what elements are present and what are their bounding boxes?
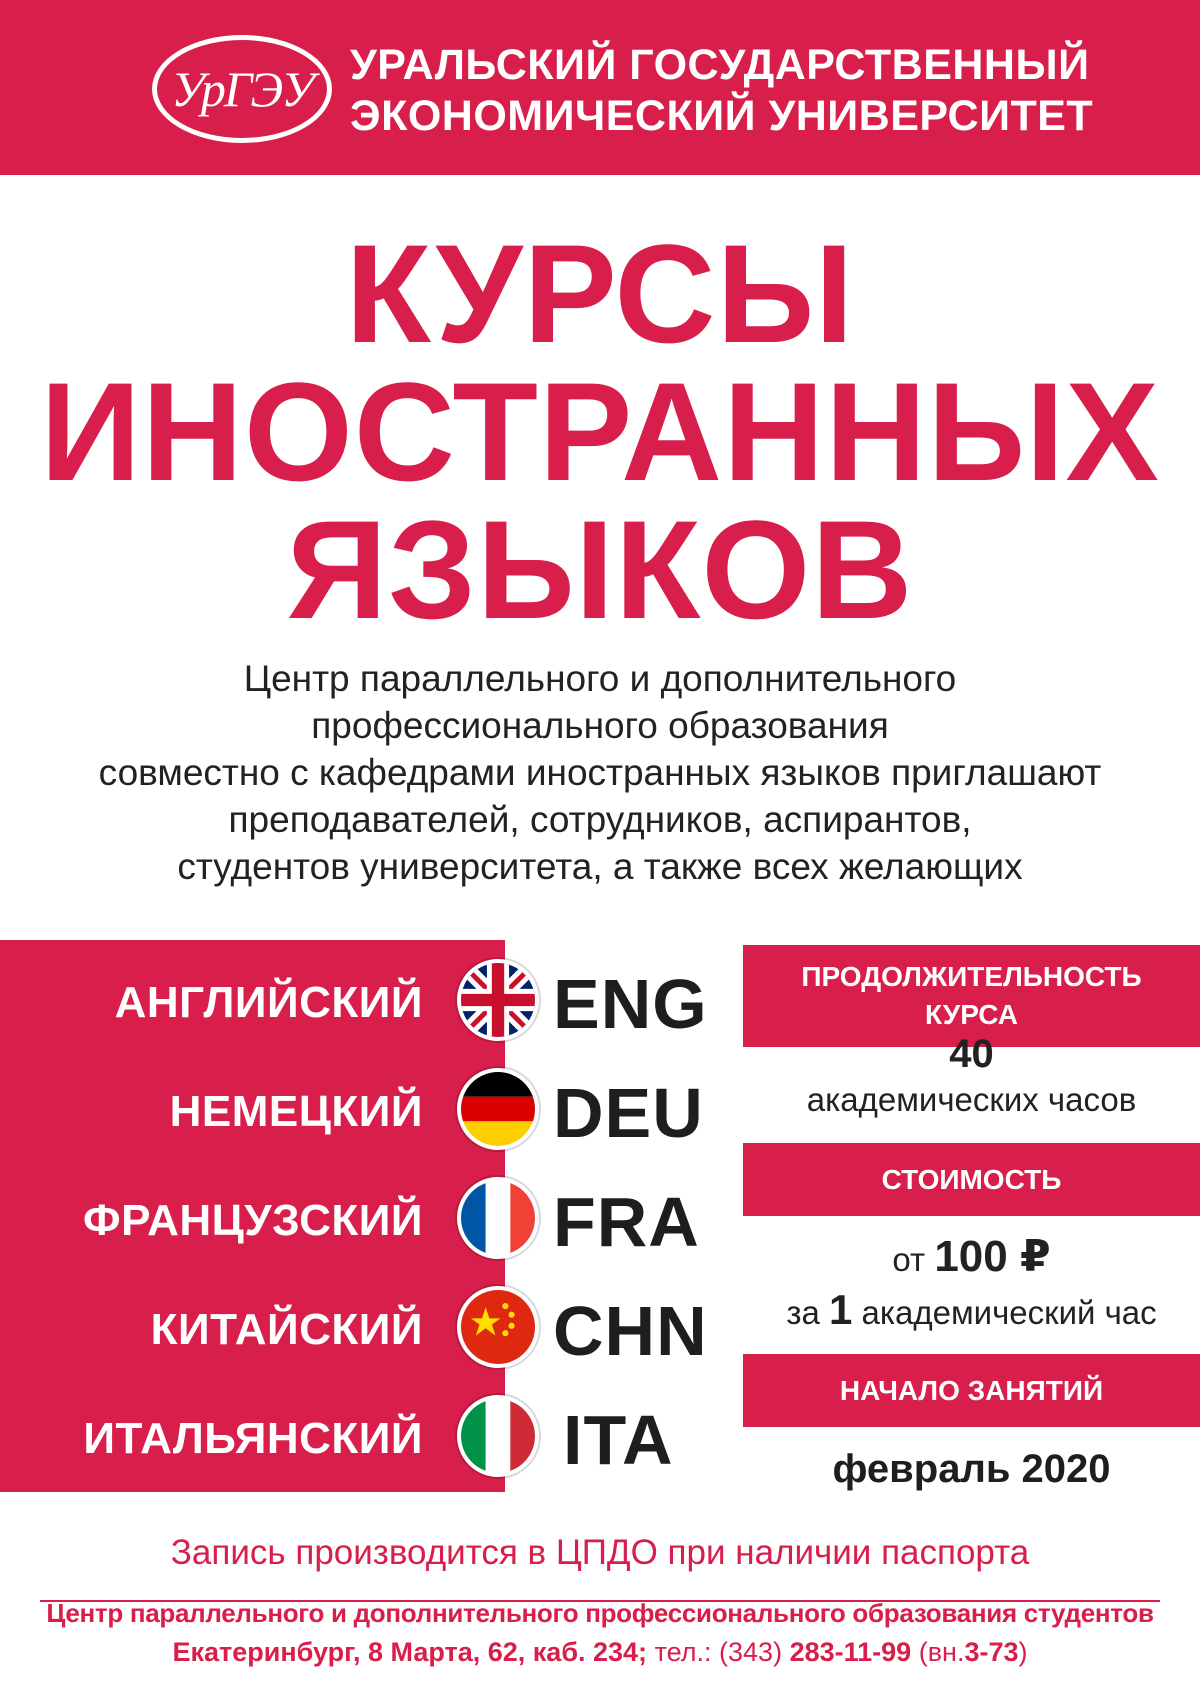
cost-per-unit: академический час (861, 1294, 1157, 1331)
cost-per-prefix: за (786, 1294, 820, 1331)
intro-text (20, 655, 1180, 890)
language-name: ИТАЛЬЯНСКИЙ (83, 1414, 423, 1463)
italy-flag-icon (457, 1395, 539, 1477)
language-code: ITA (563, 1401, 674, 1479)
center-name: Центр параллельного и дополнительного профессионального образования студентов (46, 1598, 1154, 1628)
ext-number: 3-73 (964, 1637, 1019, 1667)
start-label: НАЧАЛО ЗАНЯТИЙ (839, 1374, 1104, 1406)
contact-line (0, 1634, 1200, 1670)
duration-label-line2: КУРСА (925, 999, 1018, 1030)
uk-flag-icon (457, 959, 539, 1041)
cost-per-value: 1 (828, 1286, 853, 1333)
phone-label: тел.: (654, 1637, 712, 1667)
language-name: АНГЛИЙСКИЙ (114, 978, 423, 1027)
start-value: февраль 2020 (832, 1447, 1111, 1491)
cost-value: 100 ₽ (934, 1232, 1051, 1281)
language-row-italian (0, 1386, 720, 1486)
phone-number: 283-11-99 (789, 1637, 912, 1667)
start-label-box (743, 1354, 1200, 1427)
intro-line1: Центр параллельного и дополнительного (243, 658, 957, 699)
logo-text: УрГЭУ (171, 61, 313, 117)
cost-prefix: от (892, 1241, 926, 1278)
language-code: DEU (553, 1074, 704, 1152)
university-name (350, 40, 1093, 142)
address: Екатеринбург, 8 Марта, 62, каб. 234; (172, 1637, 648, 1667)
germany-flag-icon (457, 1068, 539, 1150)
france-flag-icon (457, 1177, 539, 1259)
title-line3: ЯЗЫКОВ (286, 491, 914, 648)
header-banner (0, 0, 1200, 175)
language-code: FRA (553, 1183, 700, 1261)
ext-suffix: ) (1018, 1637, 1028, 1667)
cost-label: СТОИМОСТЬ (881, 1163, 1062, 1195)
language-row-chinese (0, 1277, 720, 1377)
duration-value: 40 (949, 1032, 994, 1076)
intro-line3: совместно с кафедрами иностранных языков приглашают (98, 752, 1102, 793)
cost-per-line (743, 1288, 1200, 1335)
language-name: ФРАНЦУЗСКИЙ (83, 1196, 423, 1245)
language-code: CHN (553, 1292, 708, 1370)
cost-line (743, 1233, 1200, 1284)
page-title (0, 215, 1200, 648)
university-logo (152, 35, 332, 143)
university-name-line2: ЭКОНОМИЧЕСКИЙ УНИВЕРСИТЕТ (350, 92, 1094, 140)
registration-note: Запись производится в ЦПДО при наличии паспорта (170, 1533, 1030, 1572)
language-row-english (0, 950, 720, 1050)
ext-prefix: (вн. (918, 1637, 965, 1667)
phone-code: (343) (719, 1637, 783, 1667)
cost-label-box (743, 1143, 1200, 1216)
intro-line5: студентов университета, а также всех желающих (177, 846, 1023, 887)
intro-line2: профессионального образования (311, 705, 889, 746)
title-line1: КУРСЫ (345, 215, 855, 372)
duration-unit: академических часов (806, 1081, 1137, 1118)
language-row-french (0, 1168, 720, 1268)
duration-label-line1: ПРОДОЛЖИТЕЛЬНОСТЬ (801, 961, 1142, 992)
language-name: НЕМЕЦКИЙ (169, 1087, 423, 1136)
university-name-line1: УРАЛЬСКИЙ ГОСУДАРСТВЕННЫЙ (350, 41, 1090, 89)
intro-line4: преподавателей, сотрудников, аспирантов, (228, 799, 972, 840)
language-row-german (0, 1059, 720, 1159)
title-line2: ИНОСТРАННЫХ (40, 353, 1160, 510)
language-name: КИТАЙСКИЙ (150, 1305, 423, 1354)
language-code: ENG (553, 965, 708, 1043)
china-flag-icon (457, 1286, 539, 1368)
